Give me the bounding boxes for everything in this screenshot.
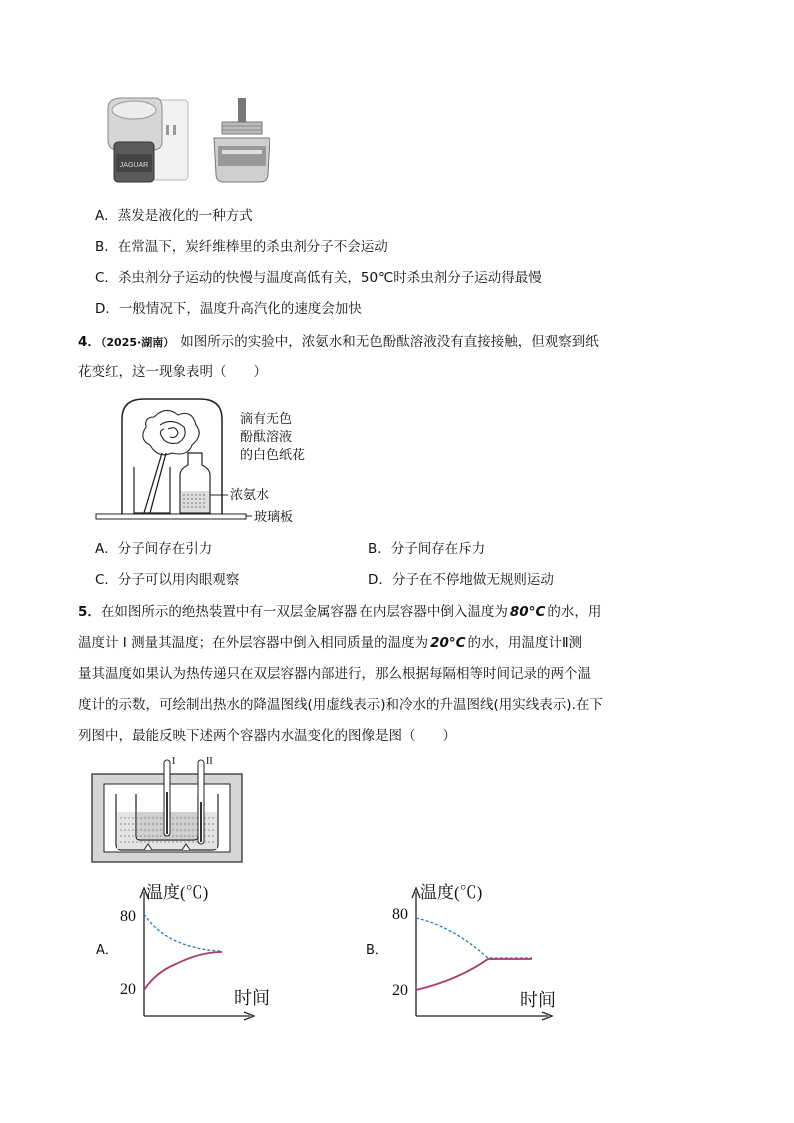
thermometer-2-label: II bbox=[206, 756, 213, 767]
label-flower-1: 滴有无色 bbox=[240, 412, 293, 427]
q5-number: 5． bbox=[78, 604, 101, 620]
insulated-container-figure bbox=[90, 752, 250, 864]
label-glass-plate: 玻璃板 bbox=[254, 510, 294, 525]
q5-stem-line-3: 量其温度如果认为热传递只在双层容器内部进行，那么根据每隔相等时间记录的两个温 bbox=[78, 666, 591, 682]
graph-a-xlabel: 时间 bbox=[234, 988, 270, 1008]
q3-option-c: C．杀虫剂分子运动的快慢与温度高低有关，50℃时杀虫剂分子运动得最慢 bbox=[95, 270, 542, 286]
q4-stem-line-1 bbox=[78, 332, 599, 353]
q5-stem-line-2 bbox=[78, 633, 582, 653]
graph-option-a bbox=[90, 872, 270, 1024]
q4-stem-line-2: 花变红，这一现象表明（ ） bbox=[78, 364, 267, 380]
graph-a-tick-20: 20 bbox=[120, 981, 136, 998]
mosquito-repellent-figure bbox=[100, 90, 270, 190]
q3-option-a: A．蒸发是液化的一种方式 bbox=[95, 208, 253, 224]
q4-source: （2025·湖南） bbox=[100, 336, 175, 349]
q4-stem-text-1: 如图所示的实验中，浓氨水和无色酚酞溶液没有直接接触，但观察到纸 bbox=[180, 334, 599, 350]
q5-text-2b: 的水，用温度计Ⅱ测 bbox=[467, 635, 583, 651]
q5-stem-line-1 bbox=[78, 602, 601, 622]
graph-a-cooling-curve bbox=[144, 914, 222, 951]
graph-a-heating-curve bbox=[144, 952, 222, 990]
q3-option-d: D．一般情况下，温度升高汽化的速度会加快 bbox=[95, 301, 362, 317]
q5-text-1a: 在如图所示的绝热装置中有一双层金属容器 bbox=[100, 604, 358, 620]
q5-temp-20: 20°C bbox=[430, 635, 466, 651]
q5-text-1b: 在内层容器中倒入温度为 bbox=[359, 604, 508, 620]
thermometer-1-label: I bbox=[172, 756, 176, 767]
q5-stem-line-4: 度计的示数，可绘制出热水的降温图线(用虚线表示)和冷水的升温图线(用实线表示).在下 bbox=[78, 697, 603, 713]
graph-b-heating-curve bbox=[416, 959, 532, 990]
graph-a-tick-80: 80 bbox=[120, 908, 136, 925]
graph-a-ylabel: 温度(℃) bbox=[146, 883, 209, 902]
q3-option-b: B．在常温下，炭纤维棒里的杀虫剂分子不会运动 bbox=[95, 239, 388, 255]
q4-option-d: D．分子在不停地做无规则运动 bbox=[368, 572, 554, 588]
graph-b-option-label: B． bbox=[366, 943, 388, 958]
q5-temp-80: 80°C bbox=[509, 604, 546, 620]
label-flower-3: 的白色纸花 bbox=[240, 448, 306, 463]
ammonia-experiment-figure bbox=[92, 395, 322, 530]
label-ammonia: 浓氨水 bbox=[230, 488, 270, 503]
graph-b-tick-20: 20 bbox=[392, 982, 408, 999]
graph-a-option-label: A． bbox=[96, 943, 118, 958]
graph-b-xlabel: 时间 bbox=[520, 990, 556, 1010]
graph-b-cooling-curve bbox=[416, 918, 532, 958]
graph-b-ylabel: 温度(℃) bbox=[420, 883, 483, 902]
q5-text-2a: 温度计 I 测量其温度；在外层容器中倒入相同质量的温度为 bbox=[78, 635, 429, 651]
device-brand-label: JAGUAR bbox=[119, 162, 149, 169]
q4-option-b: B．分子间存在斥力 bbox=[368, 541, 486, 557]
graph-b-tick-80: 80 bbox=[392, 906, 408, 923]
label-flower-2: 酚酞溶液 bbox=[240, 430, 293, 445]
q4-number: 4． bbox=[78, 334, 101, 350]
q5-stem-line-5: 列图中，最能反映下述两个容器内水温变化的图像是图（ ） bbox=[78, 728, 456, 744]
q4-option-a: A．分子间存在引力 bbox=[95, 541, 213, 557]
q4-option-c: C．分子可以用肉眼观察 bbox=[95, 572, 240, 588]
graph-option-b bbox=[362, 872, 562, 1024]
q5-text-1c: 的水，用 bbox=[547, 604, 602, 620]
